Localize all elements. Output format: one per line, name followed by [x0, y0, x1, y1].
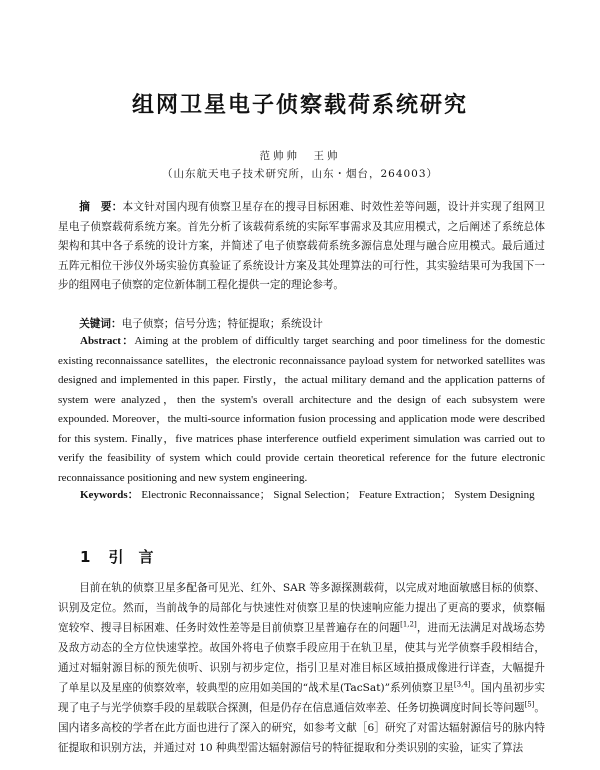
abstract-cn-text: 本文针对国内现有侦察卫星存在的搜寻目标困难、时效性差等问题，设计并实现了组网卫星电子侦察载荷系统方案。首先分析了该载荷系统的实际军事需求及其应用模式，之后阐述了系统总体架构和其中各子系统的设计方案，并简述了电子侦察载荷系统多源信息处理与融合应用模式。最后通过五阵元相位干涉仪外场实验仿真验证了系统设计方案及其处理算法的可行性，其实验结果可为我国下一步的组网电子侦察的定位新体制工程化提供一定的理论参考。 — [58, 201, 546, 292]
abstract-en — [58, 332, 545, 488]
section-heading — [80, 546, 153, 567]
abstract-en-label: Abstract： — [80, 335, 135, 347]
keywords-en-text: Electronic Reconnaissance； Signal Selection； Feature Extraction； System Designing — [141, 489, 535, 501]
citation-1: [1,2] — [400, 620, 417, 629]
keywords-en — [58, 486, 545, 506]
body-text-part1: 目前在轨的侦察卫星多配备可见光、红外、SAR 等多源探测载荷，以完成对地面敏感目标的侦察、识别及定位。然而，当前战争的局部化与快速性对侦察卫星的快速响应能力提出了更高的要求，侦察幅宽较窄、搜寻目标困难、任务时效性差等是目前侦察卫星普遍存在的问题 — [58, 582, 545, 634]
body-text-part2: ，进而无法满足对战场态势及敌方动态的全方位快速掌控。故国外将电子侦察手段应用于在轨卫星，使其与光学侦察手段相结合，通过对辐射源目标的预先侦听、识别与初步定位，指引卫星对准目标区域拍摄成像进行详查，大幅提升了单星以及星座的侦察效率，较典型的应用如美国的“战术星(TacSat)”系列侦察卫星 — [58, 622, 545, 694]
citation-3: [5] — [524, 700, 535, 709]
body-paragraph — [58, 578, 545, 768]
abstract-cn — [58, 198, 545, 296]
abstract-en-text: Aiming at the problem of difficultly target searching and poor timeliness for the domestic existing reconnaissance satellites，the electronic reconnaissance payload system for networked satellites was designed and implemented in this paper. Firstly，the actual military demand and the application patterns of system were analyzed，then the system's overall architecture and the design of each subsystem were expounded. Moreover，the multi-source information fusion processing and application mode were described for this system. Finally，five matrices phase interference outfield experiment simulation was carried out to verify the feasibility of system which could provide certain theoretical reference for the future electronic reconnaissance positioning and new system engineering. — [58, 335, 545, 484]
abstract-cn-label: 摘 要： — [79, 201, 123, 213]
section-number: 1 — [80, 548, 91, 566]
body-text-part3: 。国内虽初步实现了电子与光学侦察手段的星载联合探测，但是仍存在信息通信效率差、任务切换调度时间长等问题 — [58, 682, 545, 714]
paper-title: 组网卫星电子侦察载荷系统研究 — [131, 93, 468, 118]
keywords-cn-label: 关键词： — [79, 318, 122, 330]
affiliation-line: （山东航天电子技术研究所，山东・烟台，264003） — [161, 168, 439, 180]
citation-2: [3,4] — [453, 680, 471, 689]
keywords-cn-text: 电子侦察；信号分选；特征提取；系统设计 — [121, 318, 323, 330]
keywords-en-label: Keywords： — [80, 489, 139, 501]
author-line: 范帅帅 王帅 — [259, 150, 341, 162]
section-title: 引 言 — [108, 548, 154, 566]
body-text-part4: 。国内诸多高校的学者在此方面也进行了深入的研究，如参考文献［6］研究了对雷达辐射源信号的脉内特征提取和识别方法，并通过对 10 种典型雷达辐射源信号的特征提取和分类识别的实验，证实了算法 — [58, 702, 545, 754]
